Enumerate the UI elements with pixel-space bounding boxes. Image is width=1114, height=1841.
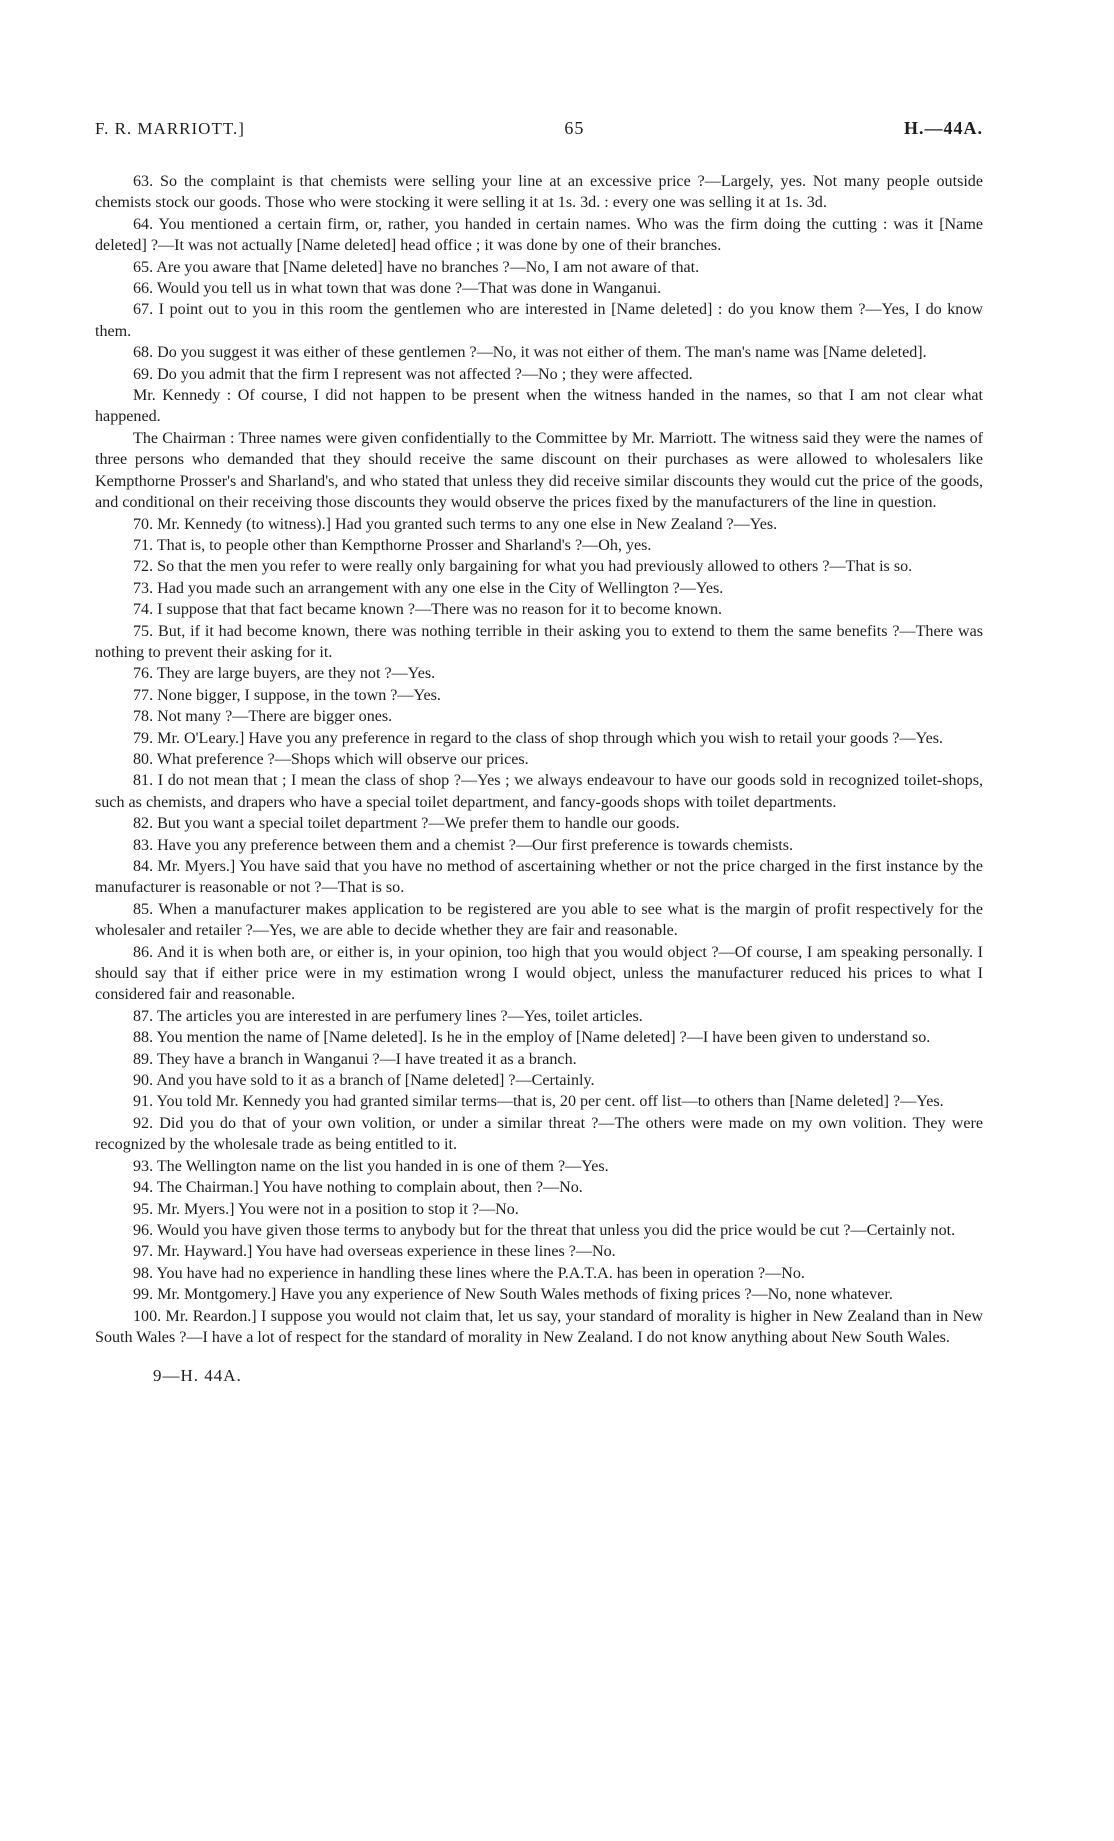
evidence-paragraph: 73. Had you made such an arrangement with any one else in the City of Wellington ?—Yes. [133, 579, 724, 597]
evidence-paragraph: 82. But you want a special toilet department ?—We prefer them to handle our goods. [133, 815, 680, 833]
evidence-paragraph: 87. The articles you are interested in are perfumery lines ?—Yes, toilet articles. [133, 1007, 643, 1025]
evidence-paragraph: 66. Would you tell us in what town that was done ?—That was done in Wanganui. [133, 280, 662, 298]
evidence-paragraph: 71. That is, to people other than Kempthorne Prosser and Sharland's ?—Oh, yes. [133, 536, 652, 554]
evidence-paragraph: 91. You told Mr. Kennedy you had granted similar terms—that is, 20 per cent. off list—to others than [Name deleted] ?—Yes. [133, 1093, 944, 1111]
evidence-paragraph: 95. Mr. Myers.] You were not in a position to stop it ?—No. [133, 1200, 519, 1218]
evidence-paragraph: 64. You mentioned a certain firm, or, rather, you handed in certain names. Who was the firm doing the cutting : was it [Name deleted] ?—It was not actually [Name deleted] head office ; it was done by one of their branches. [95, 215, 983, 255]
evidence-paragraph: 79. Mr. O'Leary.] Have you any preference in regard to the class of shop through which you wish to retail your goods ?—Yes. [133, 729, 944, 747]
evidence-paragraph: 88. You mention the name of [Name deleted]. Is he in the employ of [Name deleted] ?—I have been given to understand so. [133, 1029, 931, 1047]
evidence-paragraph: 70. Mr. Kennedy (to witness).] Had you granted such terms to any one else in New Zealand ?—Yes. [133, 515, 778, 533]
evidence-paragraph: 90. And you have sold to it as a branch of [Name deleted] ?—Certainly. [133, 1072, 595, 1090]
evidence-paragraph: 92. Did you do that of your own volition, or under a similar threat ?—The others were made on my own volition. They were recognized by the wholesale trade as being entitled to it. [95, 1114, 983, 1154]
evidence-paragraph: The Chairman : Three names were given confidentially to the Committee by Mr. Marriott. The witness said they were the names of three persons who demanded that they should receive the same discount on their purchases as were allowed to wholesalers like Kempthorne Prosser's and Sharland's, and who stated that unless they did receive similar discounts they would cut the price of the goods, and conditional on their receiving those discounts they would observe the prices fixed by the manufacturers of the line in question. [95, 429, 983, 512]
evidence-paragraph: 67. I point out to you in this room the gentlemen who are interested in [Name deleted] : do you know them ?—Yes, I do know them. [95, 301, 983, 340]
evidence-paragraph: 84. Mr. Myers.] You have said that you have no method of ascertaining whether or not the price charged in the first instance by the manufacturer is reasonable or not ?—That is so. [95, 858, 983, 897]
evidence-paragraph: 94. The Chairman.] You have nothing to complain about, then ?—No. [133, 1179, 583, 1197]
evidence-paragraph: 75. But, if it had become known, there was nothing terrible in their asking you to extend to them the same benefits ?—There was nothing to prevent their asking for it. [95, 622, 983, 661]
evidence-paragraph: 74. I suppose that that fact became known ?—There was no reason for it to become known. [133, 601, 723, 619]
document-page [95, 118, 983, 1386]
evidence-paragraph: 85. When a manufacturer makes application to be registered are you able to see what is the margin of profit respectively for the wholesaler and retailer ?—Yes, we are able to decide whether they are fair and reasonable. [95, 900, 983, 940]
evidence-paragraph: 98. You have had no experience in handling these lines where the P.A.T.A. has been in operation ?—No. [133, 1264, 805, 1282]
evidence-paragraph: 69. Do you admit that the firm I represent was not affected ?—No ; they were affected. [133, 365, 693, 383]
evidence-paragraph: Mr. Kennedy : Of course, I did not happen to be present when the witness handed in the names, so that I am not clear what happened. [95, 387, 983, 426]
page-number: 65 [564, 118, 585, 138]
evidence-paragraph: 80. What preference ?—Shops which will observe our prices. [133, 750, 529, 768]
evidence-paragraph: 68. Do you suggest it was either of these gentlemen ?—No, it was not either of them. The man's name was [Name deleted]. [133, 344, 927, 362]
evidence-paragraph: 99. Mr. Montgomery.] Have you any experience of New South Wales methods of fixing prices ?—No, none whatever. [133, 1286, 893, 1304]
evidence-paragraph: 72. So that the men you refer to were really only bargaining for what you had previously allowed to others ?—That is so. [133, 558, 913, 576]
evidence-paragraph: 81. I do not mean that ; I mean the class of shop ?—Yes ; we always endeavour to have our goods sold in recognized toilet-shops, such as chemists, and drapers who have a special toilet department, and fancy-goods shops with toilet departments. [95, 772, 983, 811]
evidence-paragraph: 93. The Wellington name on the list you handed in is one of them ?—Yes. [133, 1157, 609, 1175]
evidence-paragraph: 100. Mr. Reardon.] I suppose you would not claim that, let us say, your standard of morality is higher in New Zealand than in New South Wales ?—I have a lot of respect for the standard of morality in New Zealand. I do not know anything about New South Wales. [95, 1307, 983, 1346]
evidence-body [95, 171, 983, 1348]
evidence-paragraph: 86. And it is when both are, or either is, in your opinion, too high that you would object ?—Of course, I am speaking personally. I should say that if either price were in my estimation wrong I would object, unless the manufacturer reduced his prices to what I considered fair and reasonable. [95, 943, 983, 1004]
evidence-paragraph: 89. They have a branch in Wanganui ?—I have treated it as a branch. [133, 1050, 577, 1068]
signature-mark: 9—H. 44A. [153, 1366, 242, 1386]
evidence-paragraph: 97. Mr. Hayward.] You have had overseas experience in these lines ?—No. [133, 1243, 616, 1261]
evidence-paragraph: 65. Are you aware that [Name deleted] have no branches ?—No, I am not aware of that. [133, 258, 700, 276]
evidence-paragraph: 96. Would you have given those terms to anybody but for the threat that unless you did the price would be cut ?—Certainly not. [133, 1221, 956, 1239]
evidence-paragraph: 76. They are large buyers, are they not ?—Yes. [133, 665, 436, 683]
evidence-paragraph: 83. Have you any preference between them and a chemist ?—Our first preference is towards chemists. [133, 836, 794, 854]
evidence-paragraph: 77. None bigger, I suppose, in the town ?—Yes. [133, 686, 441, 704]
evidence-paragraph: 78. Not many ?—There are bigger ones. [133, 708, 393, 726]
document-reference: H.—44A. [903, 118, 983, 138]
evidence-paragraph: 63. So the complaint is that chemists were selling your line at an excessive price ?—Largely, yes. Not many people outside chemists stock our goods. Those who were stocking it were selling it at 1s. 3d. : every one was selling it at 1s. 3d. [95, 173, 983, 212]
header-witness-name: F. R. MARRIOTT.] [95, 119, 245, 138]
page-header [95, 118, 983, 139]
